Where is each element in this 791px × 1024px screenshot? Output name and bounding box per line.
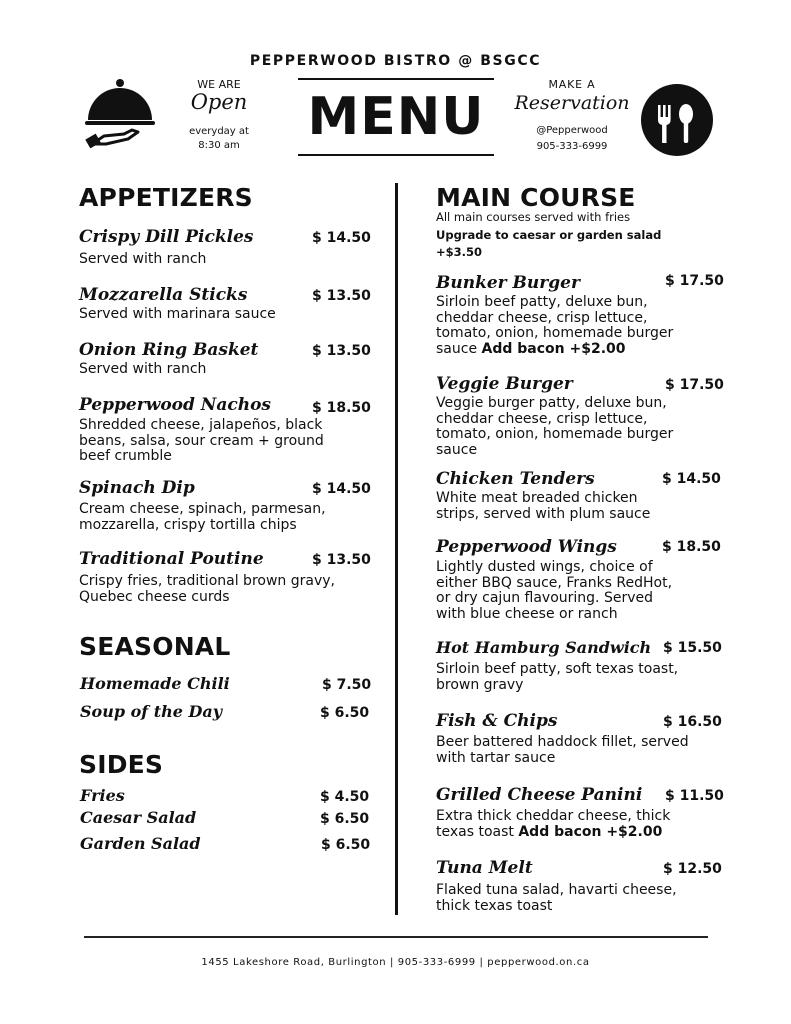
description-line: tomato, onion, homemade burger bbox=[436, 325, 674, 341]
item-price: $ 17.50 bbox=[665, 273, 724, 289]
item-price: $ 13.50 bbox=[312, 288, 371, 304]
description-line: sauce bbox=[436, 441, 478, 458]
description-line: Quebec cheese curds bbox=[79, 588, 230, 605]
item-price: $ 11.50 bbox=[665, 788, 724, 804]
description-line: Extra thick cheddar cheese, thick bbox=[436, 808, 671, 824]
description-line: cheddar cheese, crisp lettuce, bbox=[436, 309, 648, 326]
item-name: Onion Ring Basket bbox=[79, 340, 259, 360]
description-line: brown gravy bbox=[436, 676, 524, 693]
description-line: Cream cheese, spinach, parmesan, bbox=[79, 501, 326, 517]
appetizers-heading: APPETIZERS bbox=[79, 183, 253, 212]
item-name: Bunker Burger bbox=[436, 273, 580, 293]
description-line bbox=[436, 825, 670, 841]
item-name: Pepperwood Wings bbox=[436, 537, 617, 557]
item-price: $ 14.50 bbox=[312, 230, 371, 246]
main-course-note: All main courses served with fries bbox=[436, 210, 631, 224]
item-price: $ 7.50 bbox=[322, 677, 372, 693]
description-line: Sirloin beef patty, soft texas toast, bbox=[436, 661, 679, 677]
item-description bbox=[436, 735, 689, 766]
footer-contact: 1455 Lakeshore Road, Burlington | 905-333-6999 | pepperwood.on.ca bbox=[201, 957, 590, 968]
we-are-label: WE ARE bbox=[197, 78, 241, 91]
column-divider bbox=[395, 183, 398, 915]
description-line: tomato, onion, homemade burger bbox=[436, 426, 674, 442]
description-line: with blue cheese or ranch bbox=[436, 605, 618, 622]
item-price: $ 14.50 bbox=[312, 481, 371, 497]
item-description bbox=[436, 662, 678, 693]
main-course-heading: MAIN COURSE bbox=[436, 183, 636, 212]
item-price: $ 12.50 bbox=[663, 861, 722, 877]
seasonal-heading: SEASONAL bbox=[79, 632, 231, 661]
item-name: Crispy Dill Pickles bbox=[79, 227, 254, 247]
item-name: Veggie Burger bbox=[436, 374, 573, 394]
item-price: $ 13.50 bbox=[312, 552, 371, 568]
cloche-serving-hand-icon bbox=[84, 76, 158, 150]
description-line: Flaked tuna salad, havarti cheese, bbox=[436, 882, 677, 898]
description-line: beef crumble bbox=[79, 448, 172, 464]
item-price: $ 18.50 bbox=[312, 400, 371, 416]
description-line: with tartar sauce bbox=[436, 749, 556, 766]
description-line: thick texas toast bbox=[436, 897, 553, 914]
phone-number[interactable]: 905-333-6999 bbox=[536, 141, 608, 152]
item-description bbox=[436, 396, 673, 458]
item-description bbox=[436, 809, 670, 840]
item-name: Fries bbox=[80, 786, 125, 805]
description-text: sauce bbox=[436, 340, 478, 357]
description-line: Lightly dusted wings, choice of bbox=[436, 559, 653, 575]
item-description bbox=[79, 418, 324, 465]
description-line bbox=[436, 342, 673, 358]
item-price: $ 6.50 bbox=[320, 811, 370, 827]
item-description bbox=[436, 491, 650, 522]
item-price: $ 14.50 bbox=[662, 471, 721, 487]
item-name: Garden Salad bbox=[80, 834, 201, 853]
item-price: $ 6.50 bbox=[320, 705, 370, 721]
social-handle[interactable]: @Pepperwood bbox=[536, 125, 608, 136]
item-name: Spinach Dip bbox=[79, 478, 195, 498]
sides-heading: SIDES bbox=[79, 750, 164, 779]
item-name: Fish & Chips bbox=[436, 711, 558, 731]
item-description bbox=[436, 295, 673, 357]
fork-spoon-plate-icon bbox=[640, 83, 714, 157]
upgrade-note: Upgrade to caesar or garden salad bbox=[436, 228, 662, 242]
item-description bbox=[79, 574, 335, 605]
item-name: Grilled Cheese Panini bbox=[436, 785, 643, 805]
description-line: or dry cajun flavouring. Served bbox=[436, 590, 653, 606]
addon-text: Add bacon +$2.00 bbox=[481, 340, 626, 357]
upgrade-price: +$3.50 bbox=[436, 245, 483, 259]
item-price: $ 17.50 bbox=[665, 377, 724, 393]
item-name: Soup of the Day bbox=[80, 702, 223, 721]
reservation-script: Reservation bbox=[514, 92, 630, 114]
description-line: mozzarella, crispy tortilla chips bbox=[79, 516, 297, 533]
description-line: Veggie burger patty, deluxe bun, bbox=[436, 395, 667, 411]
addon-text: Add bacon +$2.00 bbox=[518, 823, 663, 840]
item-price: $ 15.50 bbox=[663, 640, 722, 656]
description-line: strips, served with plum sauce bbox=[436, 505, 651, 522]
description-line: beans, salsa, sour cream + ground bbox=[79, 432, 324, 449]
menu-title: MENU bbox=[298, 78, 494, 156]
item-name: Pepperwood Nachos bbox=[79, 395, 271, 415]
item-price: $ 4.50 bbox=[320, 789, 370, 805]
hours-line-1: everyday at bbox=[189, 126, 249, 137]
item-name: Mozzarella Sticks bbox=[79, 285, 248, 305]
description-line: White meat breaded chicken bbox=[436, 490, 638, 506]
item-price: $ 6.50 bbox=[321, 837, 371, 853]
item-description: Served with marinara sauce bbox=[79, 306, 276, 322]
item-name: Hot Hamburg Sandwich bbox=[436, 638, 652, 657]
description-line: either BBQ sauce, Franks RedHot, bbox=[436, 574, 673, 591]
item-price: $ 18.50 bbox=[662, 539, 721, 555]
item-name: Tuna Melt bbox=[436, 858, 533, 878]
description-line: Crispy fries, traditional brown gravy, bbox=[79, 573, 335, 589]
item-description: Served with ranch bbox=[79, 361, 207, 377]
make-a-label: MAKE A bbox=[548, 78, 596, 91]
item-description bbox=[436, 883, 677, 914]
item-price: $ 16.50 bbox=[663, 714, 722, 730]
description-line: Shredded cheese, jalapeños, black bbox=[79, 417, 323, 433]
description-line: cheddar cheese, crisp lettuce, bbox=[436, 410, 648, 427]
item-name: Chicken Tenders bbox=[436, 469, 595, 489]
item-name: Homemade Chili bbox=[80, 674, 230, 693]
item-name: Caesar Salad bbox=[80, 808, 197, 827]
item-description bbox=[79, 502, 326, 533]
open-script: Open bbox=[190, 90, 248, 114]
description-text: texas toast bbox=[436, 823, 514, 840]
hours-line-2: 8:30 am bbox=[198, 140, 240, 151]
description-line: Sirloin beef patty, deluxe bun, bbox=[436, 294, 648, 310]
item-price: $ 13.50 bbox=[312, 343, 371, 359]
item-name: Traditional Poutine bbox=[79, 549, 264, 569]
footer-divider bbox=[84, 936, 708, 938]
item-description: Served with ranch bbox=[79, 251, 207, 267]
description-line: Beer battered haddock fillet, served bbox=[436, 734, 689, 750]
item-description bbox=[436, 560, 672, 622]
restaurant-name: PEPPERWOOD BISTRO @ BSGCC bbox=[249, 53, 542, 69]
